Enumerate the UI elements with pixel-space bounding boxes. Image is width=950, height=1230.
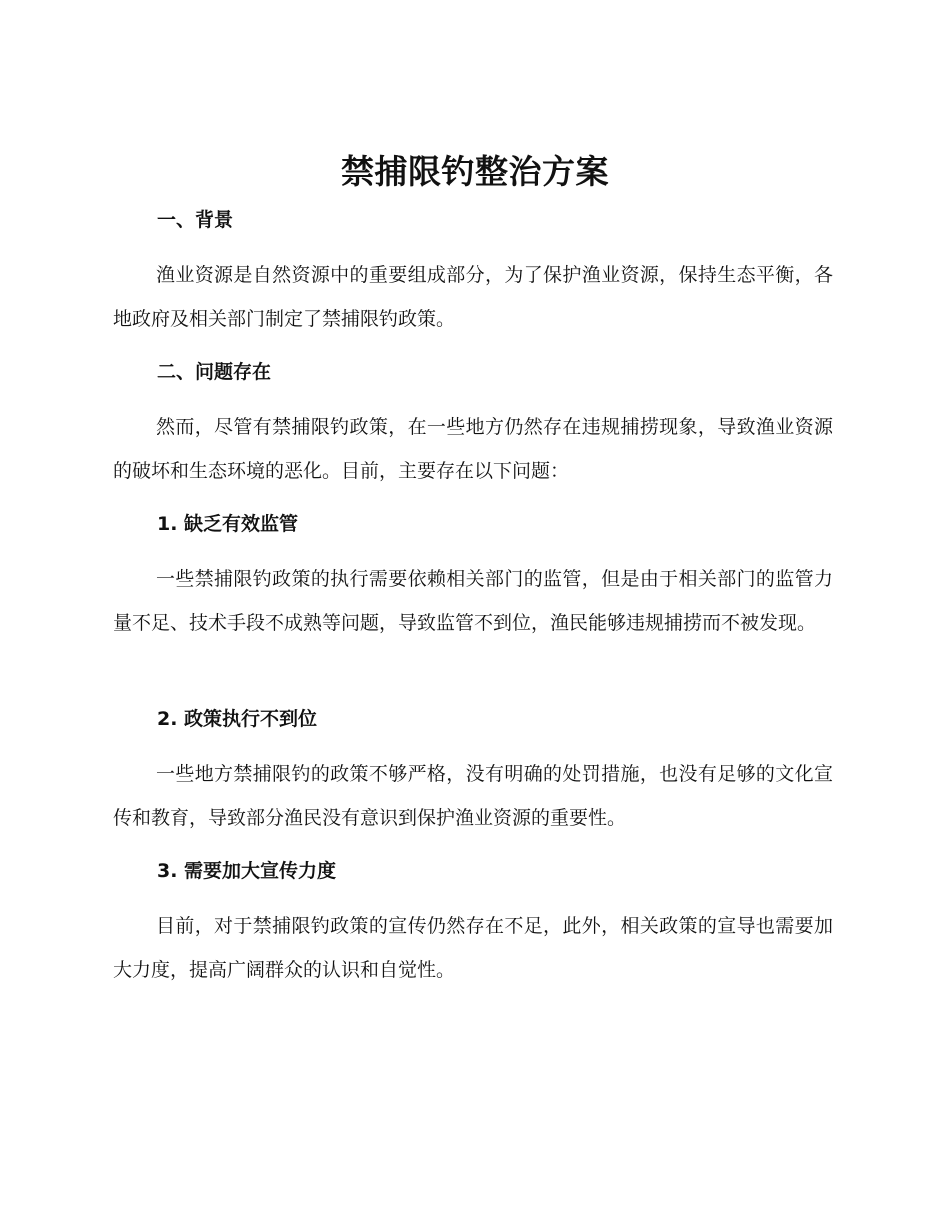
- section-heading-lack-of-supervision: 1. 缺乏有效监管: [157, 513, 299, 535]
- section-paragraph-lack-of-supervision: 一些禁捕限钓政策的执行需要依赖相关部门的监管，但是由于相关部门的监管力量不足、技术手段不成熟等问题，导致监管不到位，渔民能够违规捕捞而不被发现。: [113, 568, 833, 634]
- section-paragraph-policy-enforcement: 一些地方禁捕限钓的政策不够严格，没有明确的处罚措施，也没有足够的文化宣传和教育，导致部分渔民没有意识到保护渔业资源的重要性。: [113, 763, 833, 829]
- section-heading-publicity: 3. 需要加大宣传力度: [157, 860, 337, 882]
- document-title: 禁捕限钓整治方案: [341, 152, 609, 191]
- section-heading-background: 一、背景: [157, 209, 234, 231]
- section-heading-problems: 二、问题存在: [157, 361, 272, 383]
- section-paragraph-problems: 然而，尽管有禁捕限钓政策，在一些地方仍然存在违规捕捞现象，导致渔业资源的破坏和生态环境的恶化。目前，主要存在以下问题：: [113, 416, 833, 482]
- section-heading-policy-enforcement: 2. 政策执行不到位: [157, 708, 318, 730]
- section-paragraph-publicity: 目前，对于禁捕限钓政策的宣传仍然存在不足，此外，相关政策的宣导也需要加大力度，提高广阔群众的认识和自觉性。: [113, 915, 833, 981]
- section-paragraph-background: 渔业资源是自然资源中的重要组成部分，为了保护渔业资源，保持生态平衡，各地政府及相关部门制定了禁捕限钓政策。: [113, 264, 833, 330]
